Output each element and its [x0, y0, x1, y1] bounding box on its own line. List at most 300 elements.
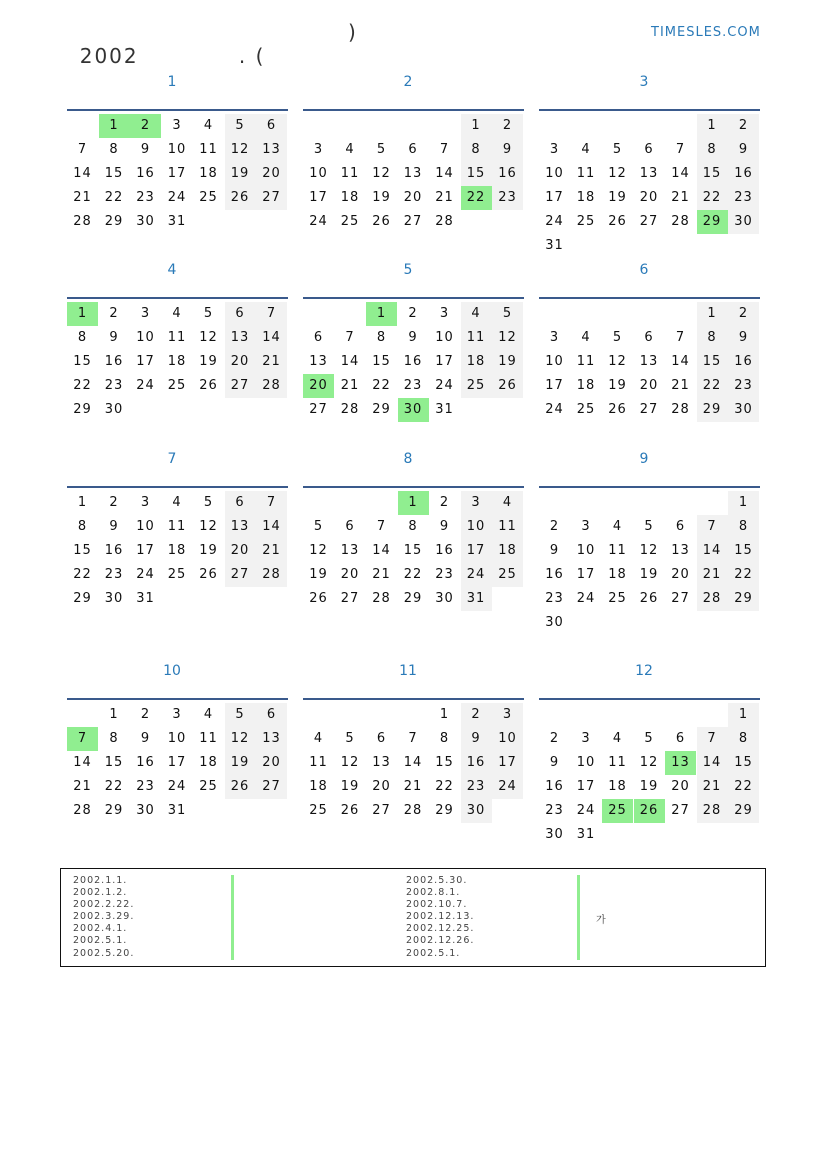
legend-date: 2002.5.20. — [73, 947, 135, 959]
day-cell: 19 — [225, 751, 256, 775]
holiday-cell: 7 — [67, 727, 98, 751]
day-cell: 11 — [199, 142, 218, 157]
day-cell: 27 — [309, 402, 328, 417]
day-cell: 19 — [199, 543, 218, 558]
day-cell: 25 — [492, 563, 523, 587]
day-cell: 5 — [203, 495, 214, 510]
day-cell: 2 — [109, 306, 119, 321]
day-cell: 3 — [172, 707, 182, 722]
holiday-cell: 26 — [634, 799, 665, 823]
day-cell: 18 — [199, 166, 218, 181]
month-divider — [67, 486, 288, 488]
month-divider — [67, 297, 288, 299]
day-cell: 28 — [256, 563, 287, 587]
day-cell: 29 — [372, 402, 391, 417]
day-cell: 2 — [549, 519, 560, 534]
day-cell: 31 — [576, 827, 596, 842]
day-cell: 24 — [136, 567, 155, 582]
day-cell: 19 — [199, 354, 218, 369]
month-divider — [303, 698, 524, 700]
day-cell: 22 — [403, 567, 423, 582]
holiday-cell: 20 — [303, 374, 334, 398]
day-cell: 8 — [77, 330, 88, 345]
month-divider — [539, 297, 760, 299]
day-cell: 28 — [73, 214, 92, 229]
day-cell: 5 — [376, 142, 387, 157]
day-cell: 1 — [461, 114, 492, 138]
day-cell: 29 — [728, 799, 759, 823]
day-cell: 3 — [439, 306, 450, 321]
day-cell: 6 — [256, 114, 287, 138]
day-cell: 26 — [492, 374, 523, 398]
holiday-cell: 1 — [99, 114, 130, 138]
day-cell: 25 — [340, 214, 360, 229]
day-cell: 6 — [675, 731, 686, 746]
day-cell: 3 — [492, 703, 523, 727]
day-cell: 14 — [403, 755, 423, 770]
month-divider — [67, 698, 288, 700]
day-cell: 3 — [461, 491, 492, 515]
month-name: 11 — [399, 663, 417, 679]
day-cell: 23 — [545, 591, 564, 606]
day-cell: 18 — [608, 779, 627, 794]
day-cell: 8 — [109, 142, 119, 157]
day-cell: 21 — [73, 779, 92, 794]
day-cell: 23 — [461, 775, 492, 799]
month-name: 2 — [403, 74, 413, 90]
day-cell: 1 — [439, 707, 450, 722]
day-cell: 30 — [728, 210, 759, 234]
day-cell: 2 — [492, 114, 523, 138]
legend-date: 2002.12.25. — [406, 923, 475, 935]
day-cell: 5 — [225, 114, 256, 138]
day-cell: 29 — [104, 214, 124, 229]
day-cell: 3 — [140, 495, 151, 510]
day-cell: 27 — [639, 402, 659, 417]
day-cell: 21 — [435, 190, 454, 205]
day-cell: 15 — [73, 354, 92, 369]
legend-date: 2002.4.1. — [73, 923, 128, 935]
day-cell: 24 — [545, 214, 564, 229]
day-cell: 20 — [372, 779, 391, 794]
day-cell: 20 — [639, 378, 659, 393]
day-cell: 27 — [256, 775, 287, 799]
day-cell: 26 — [340, 803, 360, 818]
day-cell: 31 — [545, 238, 564, 253]
day-cell: 6 — [408, 142, 418, 157]
month-divider — [539, 486, 760, 488]
day-cell: 17 — [136, 543, 155, 558]
day-cell: 30 — [435, 591, 454, 606]
day-cell: 3 — [549, 330, 560, 345]
day-cell: 23 — [435, 567, 454, 582]
month-divider — [539, 109, 760, 111]
day-cell: 7 — [697, 515, 728, 539]
day-cell: 18 — [461, 350, 492, 374]
day-cell: 11 — [461, 326, 492, 350]
day-cell: 3 — [313, 142, 324, 157]
day-cell: 5 — [225, 703, 256, 727]
day-cell: 16 — [435, 543, 454, 558]
day-cell: 17 — [309, 190, 328, 205]
day-cell: 27 — [225, 374, 256, 398]
day-cell: 29 — [435, 803, 454, 818]
day-cell: 25 — [167, 378, 187, 393]
day-cell: 30 — [136, 214, 155, 229]
day-cell: 13 — [225, 326, 256, 350]
day-cell: 4 — [345, 142, 355, 157]
day-cell: 17 — [435, 354, 454, 369]
day-cell: 7 — [345, 330, 355, 345]
day-cell: 14 — [256, 326, 287, 350]
day-cell: 6 — [644, 330, 654, 345]
month-name: 10 — [163, 663, 181, 679]
holiday-cell: 1 — [398, 491, 429, 515]
day-cell: 4 — [313, 731, 324, 746]
day-cell: 4 — [492, 491, 523, 515]
day-cell: 26 — [639, 591, 659, 606]
day-cell: 16 — [492, 162, 523, 186]
day-cell: 18 — [167, 354, 187, 369]
day-cell: 15 — [728, 539, 759, 563]
day-cell: 5 — [203, 306, 214, 321]
day-cell: 22 — [104, 190, 124, 205]
day-cell: 13 — [309, 354, 328, 369]
day-cell: 29 — [104, 803, 124, 818]
day-cell: 18 — [309, 779, 328, 794]
day-cell: 8 — [728, 727, 759, 751]
day-cell: 9 — [439, 519, 450, 534]
day-cell: 5 — [313, 519, 324, 534]
day-cell: 21 — [671, 190, 690, 205]
day-cell: 15 — [104, 755, 124, 770]
day-cell: 23 — [104, 378, 124, 393]
month-divider — [539, 698, 760, 700]
day-cell: 28 — [435, 214, 454, 229]
legend-left-column — [73, 875, 134, 960]
day-cell: 17 — [492, 751, 523, 775]
day-cell: 28 — [73, 803, 92, 818]
day-cell: 22 — [697, 374, 728, 398]
day-cell: 20 — [639, 190, 659, 205]
day-cell: 8 — [109, 731, 119, 746]
day-cell: 27 — [340, 591, 360, 606]
day-cell: 18 — [576, 378, 596, 393]
day-cell: 5 — [612, 330, 623, 345]
day-cell: 16 — [136, 755, 155, 770]
legend-date: 2002.2.22. — [73, 899, 135, 911]
day-cell: 31 — [167, 214, 187, 229]
day-cell: 17 — [136, 354, 155, 369]
day-cell: 12 — [309, 543, 328, 558]
day-cell: 1 — [109, 707, 119, 722]
day-cell: 10 — [309, 166, 328, 181]
day-cell: 24 — [461, 563, 492, 587]
day-cell: 2 — [728, 114, 759, 138]
day-cell: 30 — [728, 398, 759, 422]
day-cell: 12 — [608, 166, 627, 181]
day-cell: 20 — [403, 190, 423, 205]
day-cell: 10 — [136, 519, 155, 534]
day-cell: 24 — [545, 402, 564, 417]
day-cell: 16 — [104, 543, 124, 558]
day-cell: 11 — [492, 515, 523, 539]
month-name: 6 — [639, 262, 649, 278]
day-cell: 16 — [545, 779, 564, 794]
month-divider — [303, 109, 524, 111]
day-cell: 21 — [403, 779, 423, 794]
day-cell: 19 — [608, 378, 627, 393]
day-cell: 9 — [549, 755, 560, 770]
month-divider — [303, 297, 524, 299]
day-cell: 26 — [372, 214, 391, 229]
holiday-cell: 2 — [130, 114, 161, 138]
legend-date: 2002.3.29. — [73, 911, 135, 923]
day-cell: 8 — [408, 519, 418, 534]
holiday-cell: 1 — [67, 302, 98, 326]
month-divider — [303, 486, 524, 488]
day-cell: 7 — [697, 727, 728, 751]
day-cell: 3 — [581, 731, 591, 746]
legend-right-marker — [577, 875, 580, 960]
day-cell: 13 — [340, 543, 360, 558]
day-cell: 4 — [612, 731, 623, 746]
day-cell: 9 — [408, 330, 418, 345]
day-cell: 21 — [697, 563, 728, 587]
day-cell: 12 — [225, 727, 256, 751]
day-cell: 1 — [697, 302, 728, 326]
day-cell: 14 — [435, 166, 454, 181]
day-cell: 7 — [77, 142, 88, 157]
day-cell: 26 — [225, 186, 256, 210]
day-cell: 15 — [73, 543, 92, 558]
day-cell: 8 — [461, 138, 492, 162]
day-cell: 17 — [167, 755, 187, 770]
day-cell: 23 — [136, 779, 155, 794]
day-cell: 12 — [340, 755, 360, 770]
day-cell: 9 — [492, 138, 523, 162]
day-cell: 11 — [576, 354, 596, 369]
day-cell: 24 — [492, 775, 523, 799]
day-cell: 15 — [728, 751, 759, 775]
day-cell: 16 — [136, 166, 155, 181]
day-cell: 15 — [697, 350, 728, 374]
day-cell: 5 — [345, 731, 355, 746]
day-cell: 14 — [671, 166, 690, 181]
day-cell: 24 — [309, 214, 328, 229]
day-cell: 13 — [256, 727, 287, 751]
day-cell: 6 — [225, 491, 256, 515]
day-cell: 12 — [199, 330, 218, 345]
day-cell: 10 — [461, 515, 492, 539]
month-name: 4 — [167, 262, 177, 278]
day-cell: 11 — [167, 330, 187, 345]
day-cell: 21 — [256, 350, 287, 374]
day-cell: 29 — [73, 402, 92, 417]
day-cell: 15 — [435, 755, 454, 770]
day-cell: 26 — [309, 591, 328, 606]
day-cell: 11 — [340, 166, 360, 181]
day-cell: 9 — [461, 727, 492, 751]
day-cell: 6 — [675, 519, 686, 534]
day-cell: 7 — [256, 302, 287, 326]
day-cell: 28 — [403, 803, 423, 818]
legend-right-column — [406, 875, 474, 960]
day-cell: 28 — [671, 214, 690, 229]
day-cell: 19 — [225, 162, 256, 186]
day-cell: 11 — [576, 166, 596, 181]
month-name: 12 — [635, 663, 653, 679]
day-cell: 12 — [639, 755, 659, 770]
holiday-cell: 25 — [602, 799, 633, 823]
day-cell: 6 — [313, 330, 324, 345]
month-name: 3 — [639, 74, 649, 90]
day-cell: 14 — [697, 539, 728, 563]
day-cell: 8 — [697, 326, 728, 350]
day-cell: 19 — [608, 190, 627, 205]
day-cell: 8 — [376, 330, 387, 345]
day-cell: 12 — [639, 543, 659, 558]
day-cell: 22 — [435, 779, 454, 794]
day-cell: 2 — [140, 707, 151, 722]
day-cell: 2 — [549, 731, 560, 746]
holiday-cell: 22 — [461, 186, 492, 210]
day-cell: 14 — [256, 515, 287, 539]
day-cell: 4 — [172, 495, 182, 510]
day-cell: 22 — [697, 186, 728, 210]
day-cell: 12 — [372, 166, 391, 181]
day-cell: 26 — [608, 214, 627, 229]
day-cell: 1 — [728, 703, 759, 727]
day-cell: 29 — [697, 398, 728, 422]
day-cell: 5 — [644, 519, 654, 534]
day-cell: 2 — [109, 495, 119, 510]
day-cell: 20 — [256, 751, 287, 775]
day-cell: 11 — [199, 731, 218, 746]
day-cell: 3 — [549, 142, 560, 157]
day-cell: 11 — [608, 543, 627, 558]
day-cell: 24 — [576, 591, 596, 606]
day-cell: 18 — [492, 539, 523, 563]
day-cell: 19 — [639, 567, 659, 582]
day-cell: 26 — [225, 775, 256, 799]
day-cell: 7 — [256, 491, 287, 515]
day-cell: 13 — [671, 543, 690, 558]
day-cell: 7 — [675, 330, 686, 345]
day-cell: 11 — [608, 755, 627, 770]
day-cell: 23 — [545, 803, 564, 818]
day-cell: 5 — [644, 731, 654, 746]
day-cell: 21 — [697, 775, 728, 799]
day-cell: 27 — [256, 186, 287, 210]
day-cell: 15 — [697, 162, 728, 186]
day-cell: 9 — [549, 543, 560, 558]
day-cell: 9 — [140, 142, 151, 157]
day-cell: 22 — [104, 779, 124, 794]
day-cell: 22 — [728, 563, 759, 587]
day-cell: 23 — [403, 378, 423, 393]
day-cell: 13 — [256, 138, 287, 162]
day-cell: 24 — [167, 190, 187, 205]
day-cell: 18 — [167, 543, 187, 558]
day-cell: 15 — [372, 354, 391, 369]
holiday-cell: 29 — [697, 210, 728, 234]
day-cell: 20 — [256, 162, 287, 186]
day-cell: 4 — [581, 330, 591, 345]
day-cell: 29 — [73, 591, 92, 606]
legend-date: 2002.8.1. — [406, 887, 461, 899]
day-cell: 9 — [109, 330, 119, 345]
day-cell: 20 — [225, 539, 256, 563]
day-cell: 17 — [545, 378, 564, 393]
day-cell: 1 — [697, 114, 728, 138]
day-cell: 25 — [576, 402, 596, 417]
day-cell: 28 — [697, 799, 728, 823]
day-cell: 23 — [728, 374, 759, 398]
day-cell: 28 — [671, 402, 690, 417]
day-cell: 15 — [403, 543, 423, 558]
legend-left-marker — [231, 875, 234, 960]
day-cell: 20 — [225, 350, 256, 374]
day-cell: 25 — [199, 190, 218, 205]
day-cell: 12 — [199, 519, 218, 534]
day-cell: 16 — [104, 354, 124, 369]
legend-date: 2002.1.1. — [73, 875, 128, 886]
day-cell: 7 — [439, 142, 450, 157]
day-cell: 31 — [461, 587, 492, 611]
day-cell: 22 — [73, 567, 92, 582]
legend-date: 2002.5.30. — [406, 875, 468, 886]
day-cell: 28 — [697, 587, 728, 611]
day-cell: 21 — [671, 378, 690, 393]
day-cell: 12 — [492, 326, 523, 350]
day-cell: 23 — [136, 190, 155, 205]
day-cell: 8 — [77, 519, 88, 534]
day-cell: 3 — [581, 519, 591, 534]
day-cell: 11 — [167, 519, 187, 534]
day-cell: 13 — [403, 166, 423, 181]
legend-note: 가 — [596, 915, 606, 926]
day-cell: 7 — [376, 519, 387, 534]
day-cell: 18 — [608, 567, 627, 582]
day-cell: 23 — [104, 567, 124, 582]
day-cell: 7 — [675, 142, 686, 157]
day-cell: 31 — [435, 402, 454, 417]
legend-date: 2002.12.13. — [406, 911, 475, 923]
day-cell: 6 — [345, 519, 355, 534]
day-cell: 27 — [639, 214, 659, 229]
day-cell: 10 — [167, 142, 187, 157]
day-cell: 18 — [199, 755, 218, 770]
holiday-cell: 30 — [398, 398, 429, 422]
legend-date: 2002.1.2. — [73, 887, 128, 899]
day-cell: 4 — [203, 118, 214, 133]
day-cell: 23 — [728, 186, 759, 210]
day-cell: 15 — [104, 166, 124, 181]
day-cell: 31 — [167, 803, 187, 818]
day-cell: 14 — [372, 543, 391, 558]
day-cell: 10 — [576, 755, 596, 770]
day-cell: 19 — [309, 567, 328, 582]
brand-link[interactable]: TIMESLES.COM — [651, 25, 761, 40]
day-cell: 4 — [581, 142, 591, 157]
day-cell: 12 — [225, 138, 256, 162]
day-cell: 5 — [492, 302, 523, 326]
day-cell: 3 — [172, 118, 182, 133]
day-cell: 7 — [408, 731, 418, 746]
day-cell: 17 — [576, 779, 596, 794]
day-cell: 17 — [545, 190, 564, 205]
